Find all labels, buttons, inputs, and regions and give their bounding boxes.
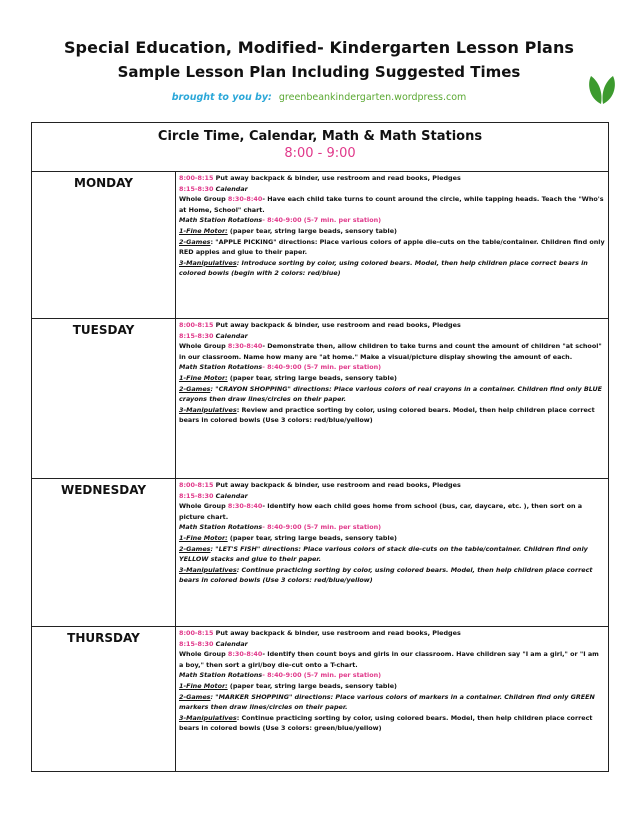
day-label: THURSDAY (32, 627, 176, 771)
day-row-tuesday (32, 319, 608, 479)
station-text: : "CRAYON SHOPPING" directions: Place various colors of real crayons in a container. Children find only BLUE crayons then draw lines/circles on their paper. (179, 384, 603, 404)
activity-text: - Identify how each child goes home from school (bus, car, daycare, etc. ), then sort on a picture chart. (179, 502, 583, 521)
station-label: 2-Games (179, 544, 211, 553)
math-stations-label: Math Station Rotations (179, 216, 263, 225)
lesson-plan-table (31, 122, 609, 772)
station-label: 1-Fine Motor: (179, 226, 228, 235)
activity-text: Calendar (213, 184, 248, 193)
day-row-thursday (32, 627, 608, 771)
table-time: 8:00 - 9:00 (284, 146, 356, 161)
station-text: : "LET'S FISH" directions: Place various colors of stack die-cuts on the table/container. Children find only YELLOW stacks and glue to their paper. (179, 544, 588, 564)
station-label: 1-Fine Motor: (179, 373, 228, 382)
station-label: 3-Manipulatives (179, 405, 237, 414)
time-slot: - 8:40-9:00 (5-7 min. per station) (262, 523, 382, 532)
time-slot: 8:30-8:40 (225, 342, 263, 351)
station-text: : "APPLE PICKING" directions: Place various colors of apple die-cuts on the table/container. Children find only RED apples and glue to their paper. (179, 237, 605, 257)
day-content (176, 172, 608, 318)
time-slot: 8:00-8:15 (179, 174, 214, 182)
station-text: : Continue practicing sorting by color, using colored bears. Model, then help children place correct bears in colored bowls (Use 3 colors: green/blue/yellow) (179, 713, 593, 733)
whole-group-label: Whole Group (179, 342, 226, 351)
time-slot: 8:15-8:30 (179, 491, 214, 500)
station-text: : Continue practicing sorting by color, using colored bears. Model, then help children place correct bears in colored bowls (Use 3 colors: red/blue/yellow) (179, 565, 593, 585)
day-content (176, 479, 608, 626)
whole-group-label: Whole Group (179, 195, 226, 204)
station-label: 3-Manipulatives (179, 258, 237, 267)
activity-text: Put away backpack & binder, use restroom and read books, Pledges (213, 174, 461, 182)
station-label: 2-Games (179, 692, 211, 701)
math-stations-label: Math Station Rotations (179, 523, 263, 532)
green-bean-leaves-icon (585, 72, 619, 106)
activity-text: - Identify then count boys and girls in our classroom. Have children say "I am a girl," or "I am a boy," then sort a girl/boy die-cut onto a T-chart. (179, 650, 599, 669)
document-subtitle: Sample Lesson Plan Including Suggested Times (117, 63, 521, 81)
day-label: WEDNESDAY (32, 479, 176, 626)
credit-line (0, 92, 638, 103)
table-header (32, 123, 608, 172)
time-slot: 8:00-8:15 (179, 321, 214, 329)
station-text: : Introduce sorting by color, using colored bears. Model, then help children place correct bears in colored bowls (begin with 2 colors: red/blue) (179, 258, 588, 278)
activity-text: Calendar (213, 331, 248, 340)
time-slot: 8:30-8:40 (225, 195, 263, 204)
station-label: 3-Manipulatives (179, 565, 237, 574)
time-slot: 8:15-8:30 (179, 184, 214, 193)
day-label: MONDAY (32, 172, 176, 318)
time-slot: - 8:40-9:00 (5-7 min. per station) (262, 363, 382, 372)
day-label: TUESDAY (32, 319, 176, 478)
day-row-monday (32, 172, 608, 319)
time-slot: 8:15-8:30 (179, 331, 214, 340)
station-text: : "MARKER SHOPPING" directions: Place various colors of markers in a container. Children find only GREEN markers then draw lines/circles on their paper. (179, 692, 595, 712)
table-title: Circle Time, Calendar, Math & Math Stations (157, 129, 483, 144)
time-slot: 8:30-8:40 (225, 650, 263, 659)
document-title: Special Education, Modified- Kindergarten Lesson Plans (63, 38, 575, 57)
station-label: 1-Fine Motor: (179, 681, 228, 690)
station-text: (paper tear, string large beads, sensory table) (227, 226, 397, 235)
station-text: : Review and practice sorting by color, using colored bears. Model, then help children place correct bears in colored bowls (Use 3 colors: red/blue/yellow) (179, 405, 595, 425)
day-row-wednesday (32, 479, 608, 627)
math-stations-label: Math Station Rotations (179, 671, 263, 680)
time-slot: 8:00-8:15 (179, 629, 214, 637)
brought-by-label: brought to you by: (171, 92, 272, 103)
activity-text: Calendar (213, 639, 248, 648)
time-slot: 8:15-8:30 (179, 639, 214, 648)
day-content (176, 627, 608, 771)
station-label: 3-Manipulatives (179, 713, 237, 722)
station-label: 1-Fine Motor: (179, 533, 228, 542)
activity-text: Put away backpack & binder, use restroom and read books, Pledges (213, 629, 461, 637)
activity-text: - Demonstrate then, allow children to take turns and count the amount of children "at school" in our classroom. Name how many are "at home." Make a visual/picture display showing the amount of each. (179, 342, 602, 361)
station-text: (paper tear, string large beads, sensory table) (227, 373, 397, 382)
time-slot: - 8:40-9:00 (5-7 min. per station) (262, 671, 382, 680)
math-stations-label: Math Station Rotations (179, 363, 263, 372)
station-label: 2-Games (179, 384, 211, 393)
whole-group-label: Whole Group (179, 650, 226, 659)
station-text: (paper tear, string large beads, sensory table) (227, 681, 397, 690)
time-slot: 8:00-8:15 (179, 481, 214, 489)
station-text: (paper tear, string large beads, sensory table) (227, 533, 397, 542)
activity-text: - Have each child take turns to count around the circle, while tapping heads. Teach the "Who's at Home, School" chart. (179, 195, 604, 214)
activity-text: Calendar (213, 491, 248, 500)
time-slot: - 8:40-9:00 (5-7 min. per station) (262, 216, 382, 225)
credit-url[interactable]: greenbeankindergarten.wordpress.com (278, 92, 467, 103)
day-content (176, 319, 608, 478)
station-label: 2-Games (179, 237, 211, 246)
activity-text: Put away backpack & binder, use restroom and read books, Pledges (213, 481, 461, 489)
time-slot: 8:30-8:40 (225, 502, 263, 511)
whole-group-label: Whole Group (179, 502, 226, 511)
activity-text: Put away backpack & binder, use restroom and read books, Pledges (213, 321, 461, 329)
